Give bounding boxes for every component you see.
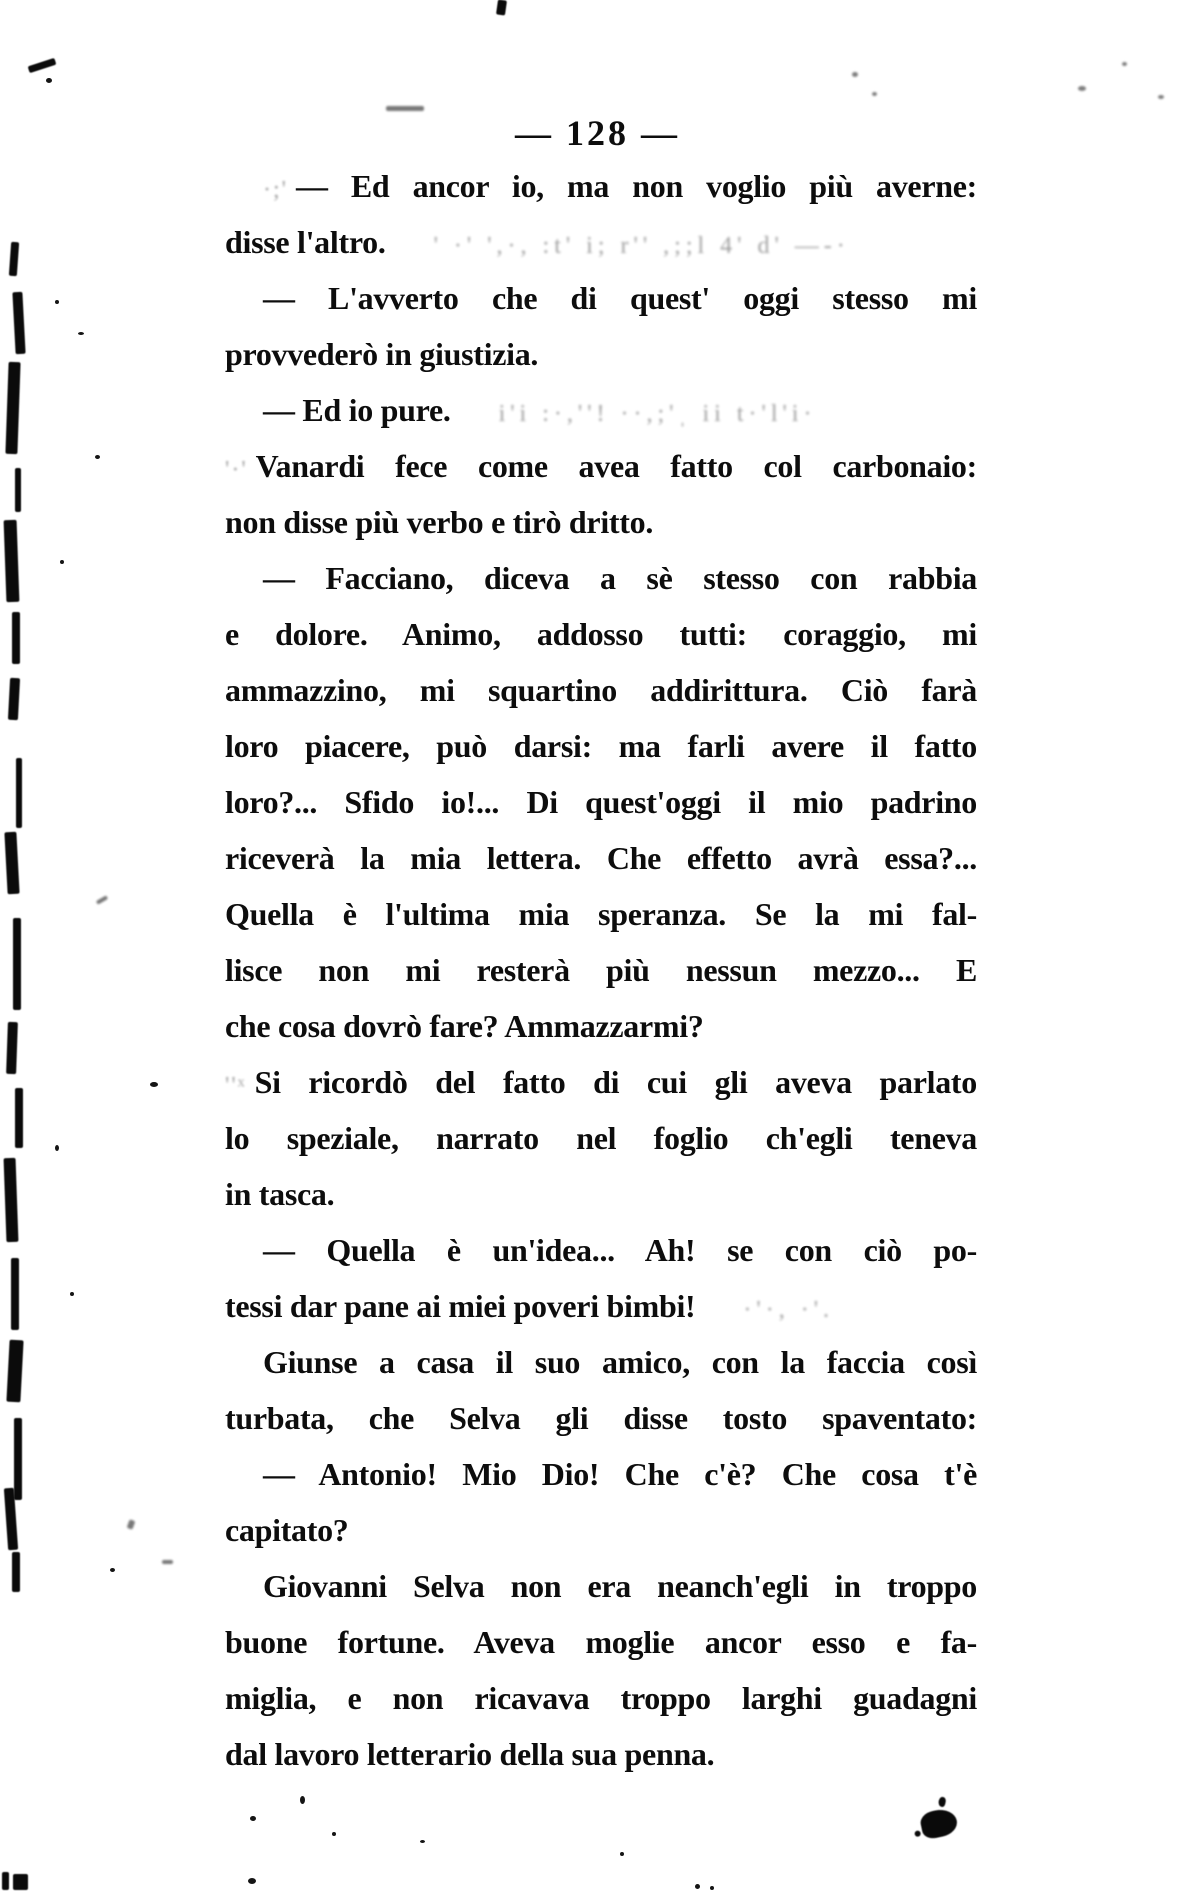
text-line-29	[225, 1726, 977, 1782]
text-line-5	[225, 382, 977, 438]
text-line-6	[225, 438, 977, 494]
line-text: loro piacere, può darsi: ma farli avere il fatto	[225, 728, 977, 764]
line-text: riceverà la mia lettera. Che effetto avrà essa?...	[225, 840, 977, 876]
text-line-4	[225, 326, 977, 382]
text-line-28	[225, 1670, 977, 1726]
line-text: lo speziale, narrato nel foglio ch'egli teneva	[225, 1120, 977, 1156]
line-text: — Ed ancor io, ma non voglio più averne:	[295, 168, 977, 204]
line-text: buone fortune. Aveva moglie ancor esso e fa-	[225, 1624, 977, 1660]
line-text: non disse più verbo e tirò dritto.	[225, 504, 654, 540]
text-line-18	[225, 1110, 977, 1166]
print-smudge: i'i :·,''! ··,;'ˌ ii t·'l'i·	[498, 401, 817, 427]
line-text: Giunse a casa il suo amico, con la faccia così	[263, 1344, 977, 1380]
line-text: provvederò in giustizia.	[225, 336, 539, 372]
text-line-1	[225, 158, 977, 214]
line-text: Si ricordò del fatto di cui gli aveva parlato	[254, 1064, 977, 1100]
text-line-8	[225, 550, 977, 606]
line-text: — Facciano, diceva a sè stesso con rabbia	[263, 560, 977, 596]
text-line-9	[225, 606, 977, 662]
text-line-22	[225, 1334, 977, 1390]
text-line-2	[225, 214, 977, 270]
text-line-3	[225, 270, 977, 326]
text-line-17	[225, 1054, 977, 1110]
text-line-24	[225, 1446, 977, 1502]
text-line-20	[225, 1222, 977, 1278]
print-smudge: ' ·' ',·, :t' i; r'' ,;;l 4' d' —-·	[433, 233, 850, 259]
line-text: — L'avverto che di quest' oggi stesso mi	[263, 280, 977, 316]
text-line-7	[225, 494, 977, 550]
line-text: capitato?	[225, 1512, 349, 1548]
text-line-19	[225, 1166, 977, 1222]
line-text: Quella è l'ultima mia speranza. Se la mi fal-	[225, 896, 977, 932]
line-text: — Antonio! Mio Dio! Che c'è? Che cosa t'è	[263, 1456, 977, 1492]
ink-blot	[919, 1807, 960, 1841]
text-line-10	[225, 662, 977, 718]
page-number: — 128 —	[515, 113, 680, 153]
text-line-15	[225, 942, 977, 998]
line-text: — Quella è un'idea... Ah! se con ciò po-	[263, 1232, 977, 1268]
line-text: lisce non mi resterà più nessun mezzo... E	[225, 952, 977, 988]
line-text: turbata, che Selva gli disse tosto spaventato:	[225, 1400, 977, 1436]
text-line-14	[225, 886, 977, 942]
text-line-27	[225, 1614, 977, 1670]
line-text: Giovanni Selva non era neanch'egli in troppo	[263, 1568, 977, 1604]
print-smudge: ''ˣ	[225, 1073, 247, 1099]
line-text: disse l'altro.	[225, 224, 386, 260]
line-text: miglia, e non ricavava troppo larghi guadagni	[225, 1680, 977, 1716]
line-text: loro?... Sfido io!... Di quest'oggi il mio padrino	[225, 784, 977, 820]
line-text: in tasca.	[225, 1176, 335, 1212]
line-text: e dolore. Animo, addosso tutti: coraggio, mi	[225, 616, 977, 652]
text-line-11	[225, 718, 977, 774]
line-text: dal lavoro letterario della sua penna.	[225, 1736, 715, 1772]
text-line-13	[225, 830, 977, 886]
line-text: tessi dar pane ai miei poveri bimbi!	[225, 1288, 696, 1324]
text-block	[225, 158, 977, 1782]
text-line-26	[225, 1558, 977, 1614]
text-line-12	[225, 774, 977, 830]
text-line-16	[225, 998, 977, 1054]
print-smudge: ·;'	[263, 177, 288, 203]
print-smudge: ·'·, ·'.	[743, 1297, 835, 1323]
line-text: che cosa dovrò fare? Ammazzarmi?	[225, 1008, 704, 1044]
print-smudge: '·'	[225, 457, 248, 483]
text-line-23	[225, 1390, 977, 1446]
text-line-25	[225, 1502, 977, 1558]
line-text: Vanardi fece come avea fatto col carbonaio:	[255, 448, 977, 484]
line-text: ammazzino, mi squartino addirittura. Ciò farà	[225, 672, 977, 708]
line-text: — Ed io pure.	[263, 392, 451, 428]
text-line-21	[225, 1278, 977, 1334]
